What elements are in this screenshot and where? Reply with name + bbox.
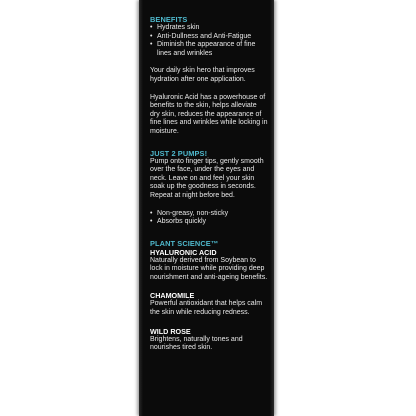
ingredient-name: CHAMOMILE	[150, 291, 195, 301]
ingredient-name: HYALURONIC ACID	[150, 247, 217, 257]
benefits-list	[150, 24, 268, 58]
benefit-item: • Anti-Dullness and Anti-Fatigue	[150, 33, 268, 42]
ingredient-description: Brightens, naturally tones and nourishes tired skin.	[150, 335, 243, 352]
ingredient-description: Naturally derived from Soybean to lock in moisture while providing deep nourishment and anti-ageing benefits.	[150, 256, 268, 281]
box-edge-right	[270, 0, 274, 416]
benefit-item: • Diminish the appearance of fine lines and wrinkles	[150, 41, 268, 58]
ingredient-name: WILD ROSE	[150, 326, 191, 336]
benefit-item: • Hydrates skin	[150, 24, 268, 33]
box-edge-left	[139, 0, 143, 416]
pumps-heading: JUST 2 PUMPS!	[150, 148, 208, 158]
pumps-item: • Non-greasy, non-sticky	[150, 210, 268, 219]
pumps-list	[150, 210, 268, 227]
product-box-panel	[139, 0, 274, 416]
benefits-paragraph-hydration: Your daily skin hero that improves hydration after one application.	[150, 67, 255, 83]
pumps-item: • Absorbs quickly	[150, 218, 268, 227]
pumps-instructions: Pump onto finger tips, gently smooth over the face, under the eyes and neck. Leave on and feel your skin soak up the goodness in seconds. Repeat at night before bed.	[150, 157, 264, 199]
ingredient-description: Powerful antioxidant that helps calm the skin while reducing redness.	[150, 300, 263, 317]
box-text-content	[150, 15, 268, 353]
benefits-paragraph-hyaluronic: Hyaluronic Acid has a powerhouse of benefits to the skin, helps alleviate dry skin, reduces the appearance of fine lines and wrinkles while locking in moisture.	[150, 93, 268, 135]
benefits-heading: BENEFITS	[150, 15, 188, 24]
plant-science-heading: PLANT SCIENCE™	[150, 238, 219, 248]
